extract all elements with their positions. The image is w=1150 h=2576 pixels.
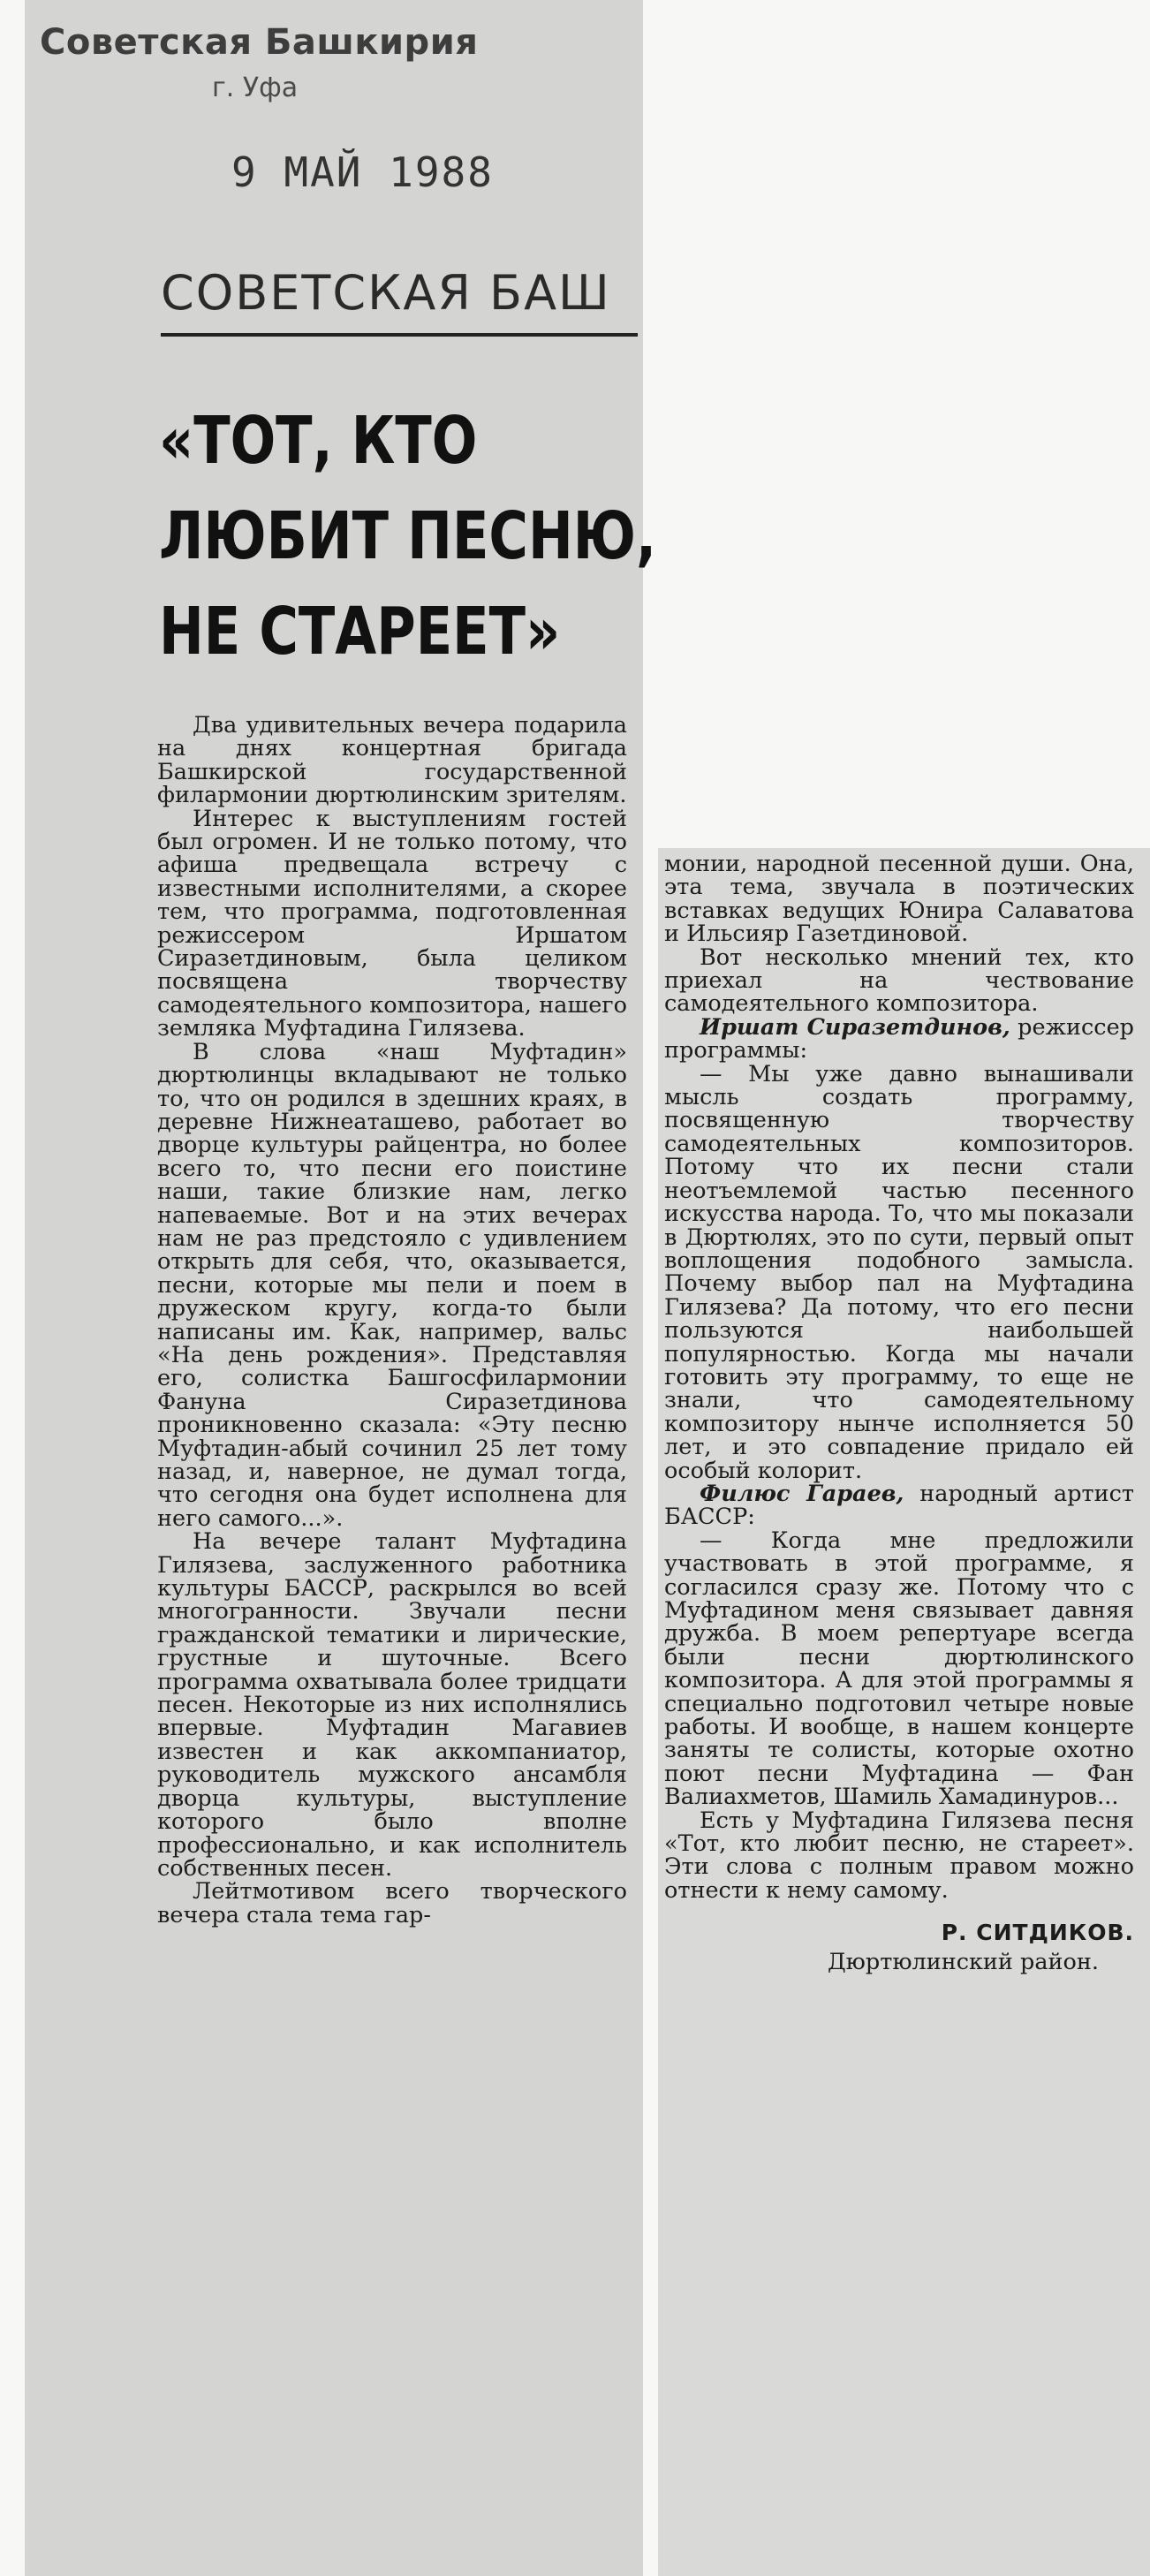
article-column-left bbox=[157, 714, 627, 1927]
article-headline bbox=[159, 393, 657, 679]
headline-line-1: «ТОТ, КТО bbox=[159, 403, 478, 479]
article-column-right bbox=[664, 852, 1134, 1974]
paragraph: Два удивительных вечера подарила на днях концертная бригада Башкирской государственной филармонии дюртюлинским зрителям. bbox=[157, 712, 627, 809]
speaker-role: народный артист БАССР: bbox=[664, 1480, 1135, 1531]
headline-line-3: НЕ СТАРЕЕТ» bbox=[159, 594, 561, 670]
author-signature: Р. СИТДИКОВ. bbox=[941, 1920, 1134, 1946]
interview-intro bbox=[664, 1013, 1134, 1064]
quote: — Когда мне предложили участвовать в этой программе, я согласился сразу же. Потому что с Муфтадином меня связывает давняя дружба. В моем репертуаре всегда были песни дюртюлинского композитора. А для этой программы я специально подготовил четыре новые работы. И вообще, в нашем концерте заняты те солисты, которые охотно поют песни Муфтадина — Фан Валиахметов, Шамиль Хамадинуров... bbox=[664, 1527, 1134, 1811]
paragraph: Есть у Муфтадина Гилязева песня «Тот, кто любит песню, не стареет». Эти слова с полным правом можно отнести к нему самому. bbox=[664, 1807, 1134, 1904]
stamp-newspaper-name: Советская Башкирия bbox=[40, 22, 479, 63]
quote: — Мы уже давно вынашивали мысль создать программу, посвященную творчеству самодеятельных композиторов. Потому что их песни стали неотъемлемой частью песенного искусства народа. То, что мы показали в Дюртюлях, это по сути, первый опыт воплощения подобного замысла. Почему выбор пал на Муфтадина Гилязева? Да потому, что его песни пользуются наибольшей популярностью. Когда мы начали готовить эту программу, то еще не знали, что самодеятельному композитору нынче исполняется 50 лет, и это совпадение придало ей особый колорит. bbox=[664, 1060, 1134, 1484]
paragraph: В слова «наш Муфтадин» дюртюлинцы вкладывают не только то, что он родился в здешних краях, в деревне Нижнеаташево, работает во дворце культуры райцентра, но более всего то, что песни его поистине наши, такие близкие нам, легко напеваемые. Вот и на этих вечерах нам не раз предстояло с удивлением открыть для себя, что, оказывается, песни, которые мы пели и поем в дружеском кругу, когда-то были написаны им. Как, например, вальс «На день рождения». Представляя его, солистка Башгосфилармонии Фануна Сиразетдинова проникновенно сказала: «Эту песню Муфтадин-абый сочинил 25 лет тому назад, и, наверное, не думал тогда, что сегодня она будет исполнена для него самого...». bbox=[157, 1038, 627, 1532]
stamp-city: г. Уфа bbox=[212, 72, 299, 103]
paragraph: Лейтмотивом всего творческого вечера стала тема гар- bbox=[157, 1878, 627, 1928]
paragraph: монии, народной песенной души. Она, эта тема, звучала в поэтических вставках ведущих Юнира Салаватова и Ильсияр Газетдиновой. bbox=[664, 851, 1134, 948]
speaker-name: Иршат Сиразетдинов, bbox=[700, 1013, 1010, 1041]
headline-line-2: ЛЮБИТ ПЕСНЮ, bbox=[159, 498, 657, 574]
author-district: Дюртюлинский район. bbox=[827, 1948, 1099, 1975]
paragraph: Вот несколько мнений тех, кто приехал на чествование самодеятельного композитора. bbox=[664, 943, 1134, 1018]
stamp-date: 9 МАЙ 1988 bbox=[231, 148, 494, 196]
speaker-name: Филюс Гараев, bbox=[700, 1480, 904, 1507]
paragraph: На вечере талант Муфтадина Гилязева, заслуженного работника культуры БАССР, раскрылся во всей многогранности. Звучали песни гражданской тематики и лирические, грустные и шуточные. Всего программа охватывала более тридцати песен. Некоторые из них исполнялись впервые. Муфтадин Магавиев известен и как аккомпаниатор, руководитель мужского ансамбля дворца культуры, выступление которого было вполне профессионально, и как исполнитель собственных песен. bbox=[157, 1528, 627, 1882]
paragraph: Интерес к выступлениям гостей был огромен. И не только потому, что афиша предвещала встречу с известными исполнителями, а скорее тем, что программа, подготовленная режиссером Иршатом Сиразетдиновым, была целиком посвящена творчеству самодеятельного композитора, нашего земляка Муфтадина Гилязева. bbox=[157, 805, 627, 1042]
newspaper-masthead: СОВЕТСКАЯ БАШ bbox=[161, 265, 638, 337]
speaker-role: режиссер программы: bbox=[664, 1013, 1134, 1064]
interview-intro bbox=[664, 1482, 1134, 1529]
